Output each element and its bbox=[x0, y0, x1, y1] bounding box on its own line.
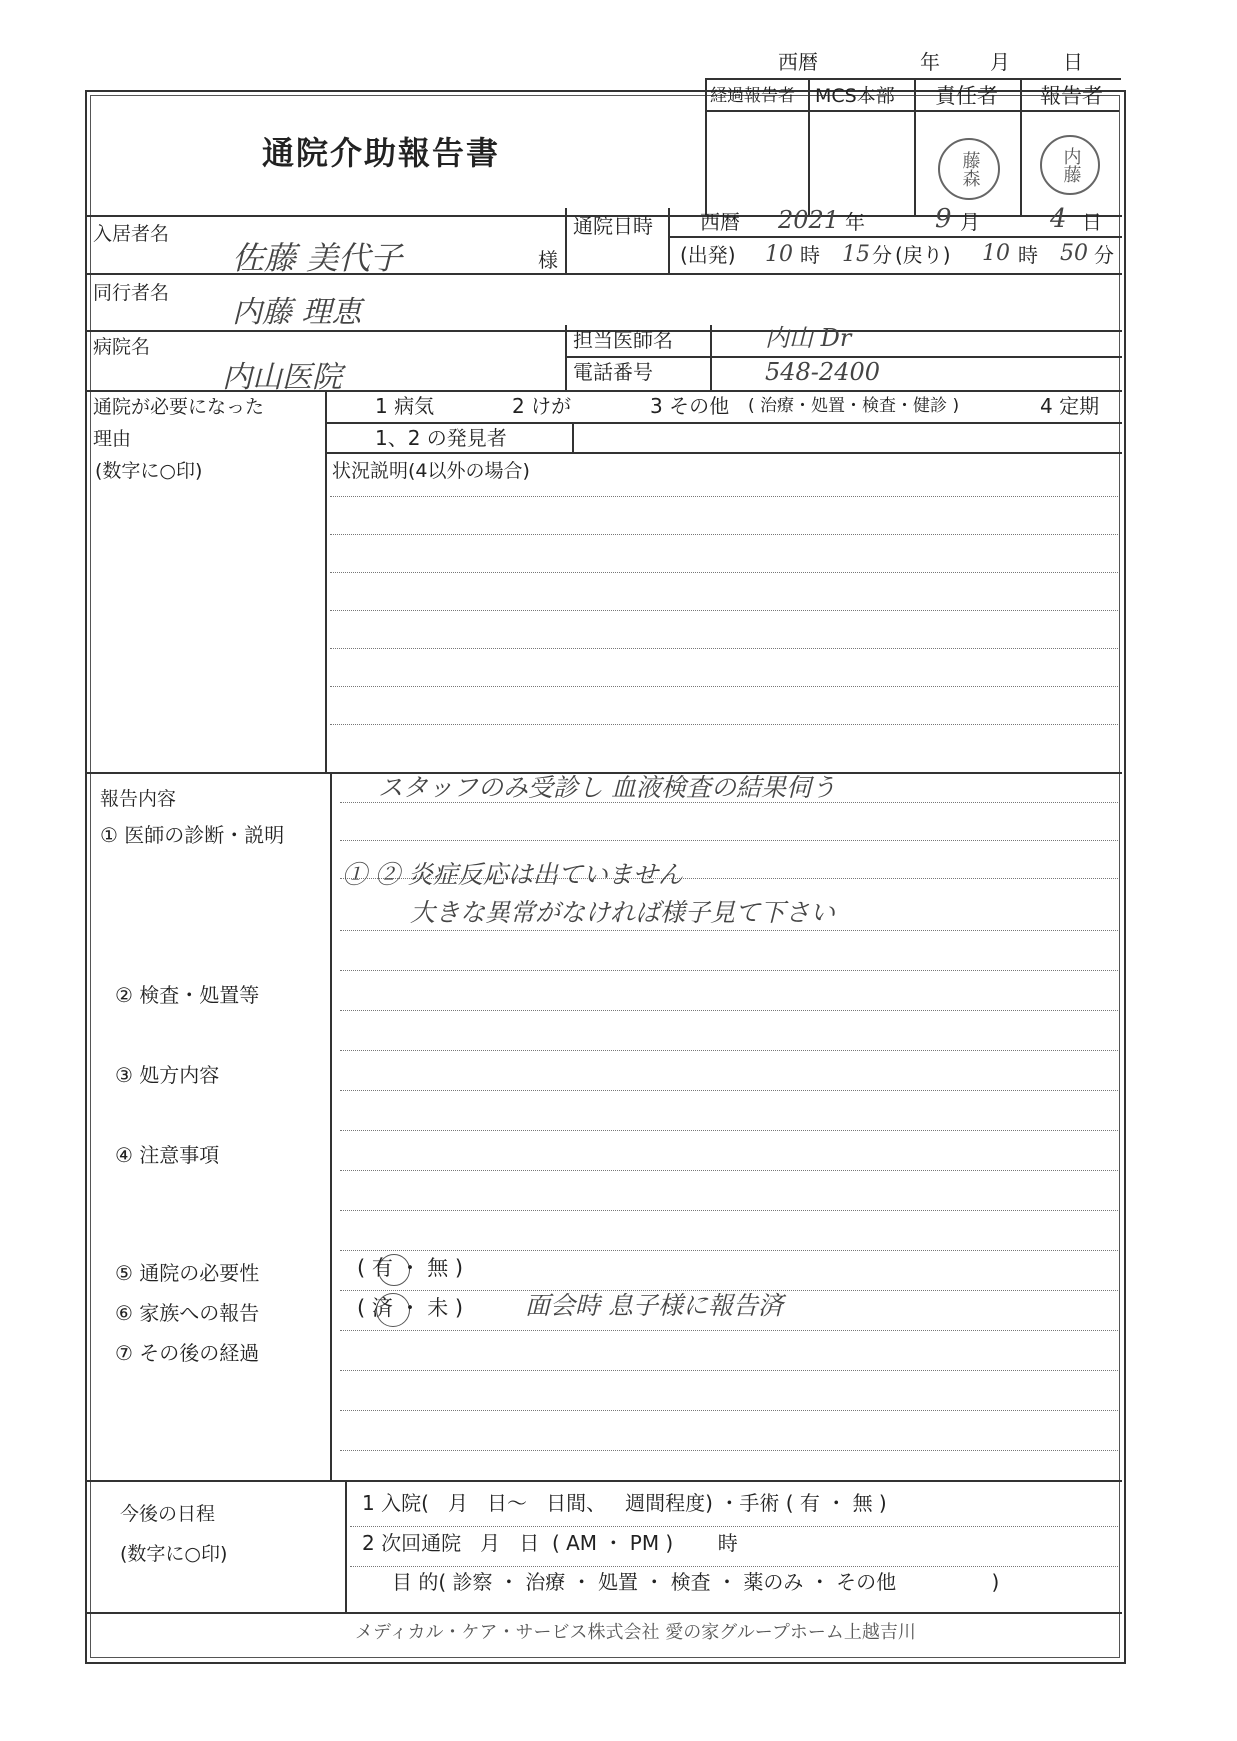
form-title: 通院介助報告書 bbox=[262, 134, 501, 172]
visit-label: 通院日時 bbox=[573, 214, 653, 238]
report-line bbox=[340, 840, 1118, 841]
visit-depart-minute: 15 bbox=[842, 242, 870, 267]
schedule-line bbox=[350, 1566, 1118, 1567]
report-item-family: ⑥ 家族への報告 bbox=[115, 1301, 260, 1325]
reason-option-other-detail: ( 治療・処置・検査・健診 ) bbox=[748, 396, 960, 416]
report-line bbox=[340, 1170, 1118, 1171]
approval-header-line bbox=[705, 110, 1119, 112]
visit-year-unit: 年 bbox=[845, 210, 865, 234]
visit-year: 2021 bbox=[778, 206, 840, 234]
approval-col4-label: 報告者 bbox=[1040, 84, 1103, 108]
approval-col1-label: 経過報告者 bbox=[710, 86, 795, 106]
reason-status-label: 状況説明(4以外の場合) bbox=[332, 460, 530, 482]
schedule-next-visit: 2 次回通院 月 日 ( AM ・ PM ) 時 bbox=[362, 1531, 738, 1555]
companion-label: 同行者名 bbox=[93, 282, 170, 304]
reason-finder-label: 1、2 の発見者 bbox=[375, 426, 507, 450]
reporter-seal-stamp: 内藤 bbox=[1040, 135, 1100, 195]
report-line bbox=[340, 970, 1118, 971]
family-options: ( 済 ・ 未 ) bbox=[357, 1296, 464, 1320]
hospital-name-value: 内山医院 bbox=[222, 360, 342, 395]
approval-col2-label: MCS本部 bbox=[815, 85, 895, 107]
resident-name-value: 佐藤 美代子 bbox=[232, 239, 403, 277]
header-era: 西暦 bbox=[778, 50, 818, 74]
reason-status-top bbox=[325, 452, 1122, 454]
approval-div3 bbox=[1020, 78, 1022, 215]
reason-option-injury: 2 けが bbox=[512, 394, 572, 418]
family-note: 面会時 息子様に報告済 bbox=[525, 1291, 783, 1320]
status-line bbox=[330, 610, 1118, 611]
report-line bbox=[340, 1410, 1118, 1411]
report-item-necessity: ⑤ 通院の必要性 bbox=[115, 1261, 260, 1285]
visit-depart-minute-unit: 分 bbox=[872, 243, 892, 267]
status-line bbox=[330, 572, 1118, 573]
status-line bbox=[330, 686, 1118, 687]
visit-month-unit: 月 bbox=[960, 210, 980, 234]
report-handwritten-line3: 大きな異常がなければ様子見て下さい bbox=[410, 898, 836, 927]
report-line bbox=[340, 802, 1118, 803]
row-line-reason-top bbox=[86, 390, 1122, 392]
status-line bbox=[330, 534, 1118, 535]
report-item-diagnosis: ① 医師の診断・説明 bbox=[100, 823, 285, 847]
report-line bbox=[340, 1250, 1118, 1251]
visit-day: 4 bbox=[1050, 204, 1067, 234]
visit-return-label: (戻り) bbox=[895, 243, 951, 267]
report-item-progress: ⑦ その後の経過 bbox=[115, 1341, 260, 1365]
visit-depart-label: (出発) bbox=[680, 243, 736, 267]
report-line bbox=[340, 1450, 1118, 1451]
reason-label-divider bbox=[325, 390, 327, 772]
visit-return-hour: 10 bbox=[982, 241, 1010, 266]
responsible-seal-stamp: 藤森 bbox=[938, 138, 1000, 200]
visit-depart-hour-unit: 時 bbox=[800, 243, 820, 267]
report-label: 報告内容 bbox=[100, 788, 177, 810]
report-handwritten-line2: ① ② 炎症反応は出ていません bbox=[342, 860, 683, 889]
report-label-divider bbox=[330, 772, 332, 1480]
visit-label-left bbox=[565, 208, 567, 273]
report-handwritten-line1: スタッフのみ受診し 血液検査の結果伺う bbox=[378, 773, 836, 802]
reason-label-line3: (数字に○印) bbox=[95, 460, 203, 482]
visit-mid-line bbox=[668, 236, 1122, 238]
reason-option-regular: 4 定期 bbox=[1040, 394, 1100, 418]
status-line bbox=[330, 724, 1118, 725]
reason-finder-top bbox=[325, 422, 1122, 424]
schedule-purpose: 目 的( 診察 ・ 治療 ・ 処置 ・ 検査 ・ 薬のみ ・ その他 ) bbox=[392, 1570, 1000, 1594]
reason-label-line1: 通院が必要になった bbox=[93, 396, 265, 418]
approval-div1 bbox=[808, 78, 810, 215]
report-line bbox=[340, 930, 1118, 931]
approval-div2 bbox=[914, 78, 916, 215]
reason-option-illness: 1 病気 bbox=[375, 394, 435, 418]
schedule-hospitalization: 1 入院( 月 日〜 日間、 週間程度) ・手術 ( 有 ・ 無 ) bbox=[362, 1491, 887, 1515]
report-line bbox=[340, 1330, 1118, 1331]
report-item-prescription: ③ 処方内容 bbox=[115, 1063, 220, 1087]
schedule-label: 今後の日程 bbox=[120, 1503, 216, 1525]
doctor-label: 担当医師名 bbox=[573, 328, 673, 352]
report-line bbox=[340, 1210, 1118, 1211]
visit-month: 9 bbox=[935, 204, 952, 234]
schedule-label-sub: (数字に○印) bbox=[120, 1543, 228, 1565]
companion-name-value: 内藤 理恵 bbox=[232, 295, 362, 330]
header-day: 日 bbox=[1063, 50, 1083, 74]
doctor-name-value: 内山 Dr bbox=[765, 324, 852, 352]
row-line-companion-top bbox=[86, 273, 1122, 275]
visit-return-minute: 50 bbox=[1060, 241, 1088, 266]
report-line bbox=[340, 1050, 1118, 1051]
footer-company: メディカル・ケア・サービス株式会社 愛の家グループホーム上越吉川 bbox=[355, 1622, 916, 1643]
row-line-schedule-top bbox=[86, 1480, 1122, 1482]
report-line bbox=[340, 1090, 1118, 1091]
hospital-label: 病院名 bbox=[93, 336, 151, 358]
approval-col3-label: 責任者 bbox=[935, 84, 998, 108]
report-line bbox=[340, 1370, 1118, 1371]
header-month: 月 bbox=[990, 50, 1010, 74]
phone-label: 電話番号 bbox=[573, 360, 653, 384]
schedule-line bbox=[350, 1526, 1118, 1527]
schedule-label-divider bbox=[345, 1480, 347, 1612]
report-item-precautions: ④ 注意事項 bbox=[115, 1143, 220, 1167]
header-year: 年 bbox=[920, 50, 940, 74]
report-line bbox=[340, 1010, 1118, 1011]
visit-return-minute-unit: 分 bbox=[1094, 243, 1114, 267]
visit-depart-hour: 10 bbox=[765, 242, 793, 267]
status-line bbox=[330, 496, 1118, 497]
report-line bbox=[340, 1130, 1118, 1131]
resident-label: 入居者名 bbox=[93, 223, 170, 245]
reason-option-other: 3 その他 bbox=[650, 394, 730, 418]
reason-label-line2: 理由 bbox=[93, 428, 132, 450]
report-item-tests: ② 検査・処置等 bbox=[115, 983, 260, 1007]
reason-finder-divider bbox=[572, 422, 574, 452]
visit-day-unit: 日 bbox=[1082, 210, 1102, 234]
visit-return-hour-unit: 時 bbox=[1018, 243, 1038, 267]
phone-number-value: 548-2400 bbox=[765, 358, 880, 386]
status-line bbox=[330, 648, 1118, 649]
row-line-footer-top bbox=[86, 1612, 1122, 1614]
resident-honorific: 様 bbox=[538, 248, 558, 272]
necessity-options: ( 有 ・ 無 ) bbox=[357, 1256, 464, 1280]
visit-era: 西暦 bbox=[700, 210, 740, 234]
visit-label-right bbox=[668, 208, 670, 273]
